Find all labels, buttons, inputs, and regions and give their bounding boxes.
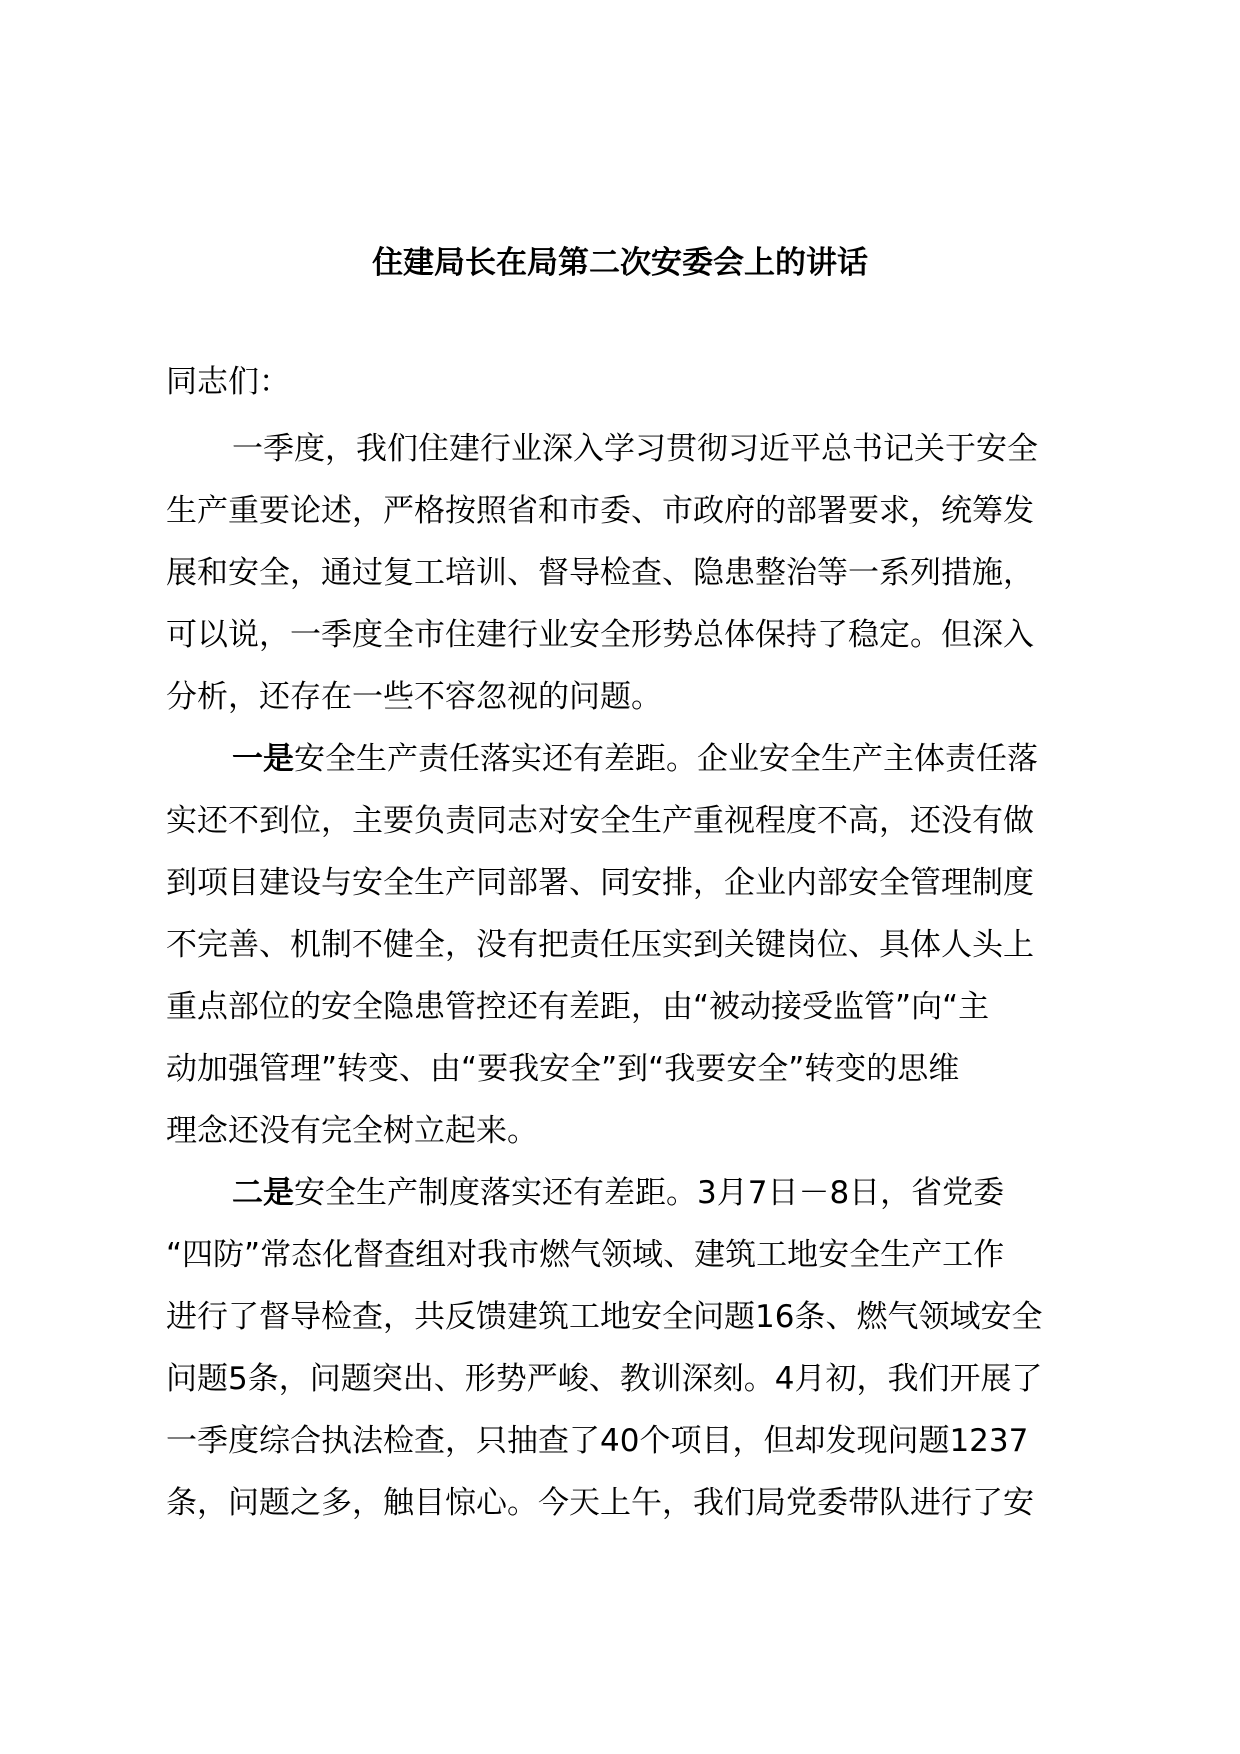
text-line: 理念还没有完全树立起来。 <box>166 1113 538 1149</box>
text-line: 生产重要论述，严格按照省和市委、市政府的部署要求，统筹发 <box>166 493 1034 529</box>
text-line <box>166 418 1126 480</box>
document-title: 住建局长在局第二次安委会上的讲话 <box>372 245 868 281</box>
text-line: 动加强管理”转变、由“要我安全”到“我要安全”转变的思维 <box>166 1051 960 1087</box>
text-line <box>166 728 1126 790</box>
text-line: 实还不到位，主要负责同志对安全生产重视程度不高，还没有做 <box>166 803 1034 839</box>
text-line: 进行了督导检查，共反馈建筑工地安全问题16条、燃气领域安全 <box>166 1299 1043 1335</box>
text-line: 问题5条，问题突出、形势严峻、教训深刻。4月初，我们开展了 <box>166 1361 1043 1397</box>
salutation: 同志们： <box>166 364 290 400</box>
text-line: 分析，还存在一些不容忽视的问题。 <box>166 679 662 715</box>
text-line: 展和安全，通过复工培训、督导检查、隐患整治等一系列措施， <box>166 555 1034 591</box>
text-line: 重点部位的安全隐患管控还有差距，由“被动接受监管”向“主 <box>166 989 990 1025</box>
paragraph-intro <box>166 418 1126 728</box>
text-line: “四防”常态化督查组对我市燃气领域、建筑工地安全生产工作 <box>166 1237 1005 1273</box>
point-lead: 二是 <box>232 1175 294 1211</box>
line-text: 安全生产责任落实还有差距。企业安全生产主体责任落 <box>294 741 1038 777</box>
line-text: 一季度，我们住建行业深入学习贯彻习近平总书记关于安全 <box>232 431 1038 467</box>
paragraph-second-point <box>166 1162 1126 1534</box>
text-line <box>166 1162 1126 1224</box>
document-body <box>166 418 1126 1534</box>
text-line: 可以说，一季度全市住建行业安全形势总体保持了稳定。但深入 <box>166 617 1034 653</box>
text-line: 条，问题之多，触目惊心。今天上午，我们局党委带队进行了安 <box>166 1485 1034 1521</box>
paragraph-first-point <box>166 728 1126 1162</box>
point-lead: 一是 <box>232 741 294 777</box>
text-line: 不完善、机制不健全，没有把责任压实到关键岗位、具体人头上 <box>166 927 1034 963</box>
text-line: 到项目建设与安全生产同部署、同安排，企业内部安全管理制度 <box>166 865 1034 901</box>
line-text: 安全生产制度落实还有差距。3月7日－8日，省党委 <box>294 1175 1005 1211</box>
text-line: 一季度综合执法检查，只抽查了40个项目，但却发现问题1237 <box>166 1423 1029 1459</box>
